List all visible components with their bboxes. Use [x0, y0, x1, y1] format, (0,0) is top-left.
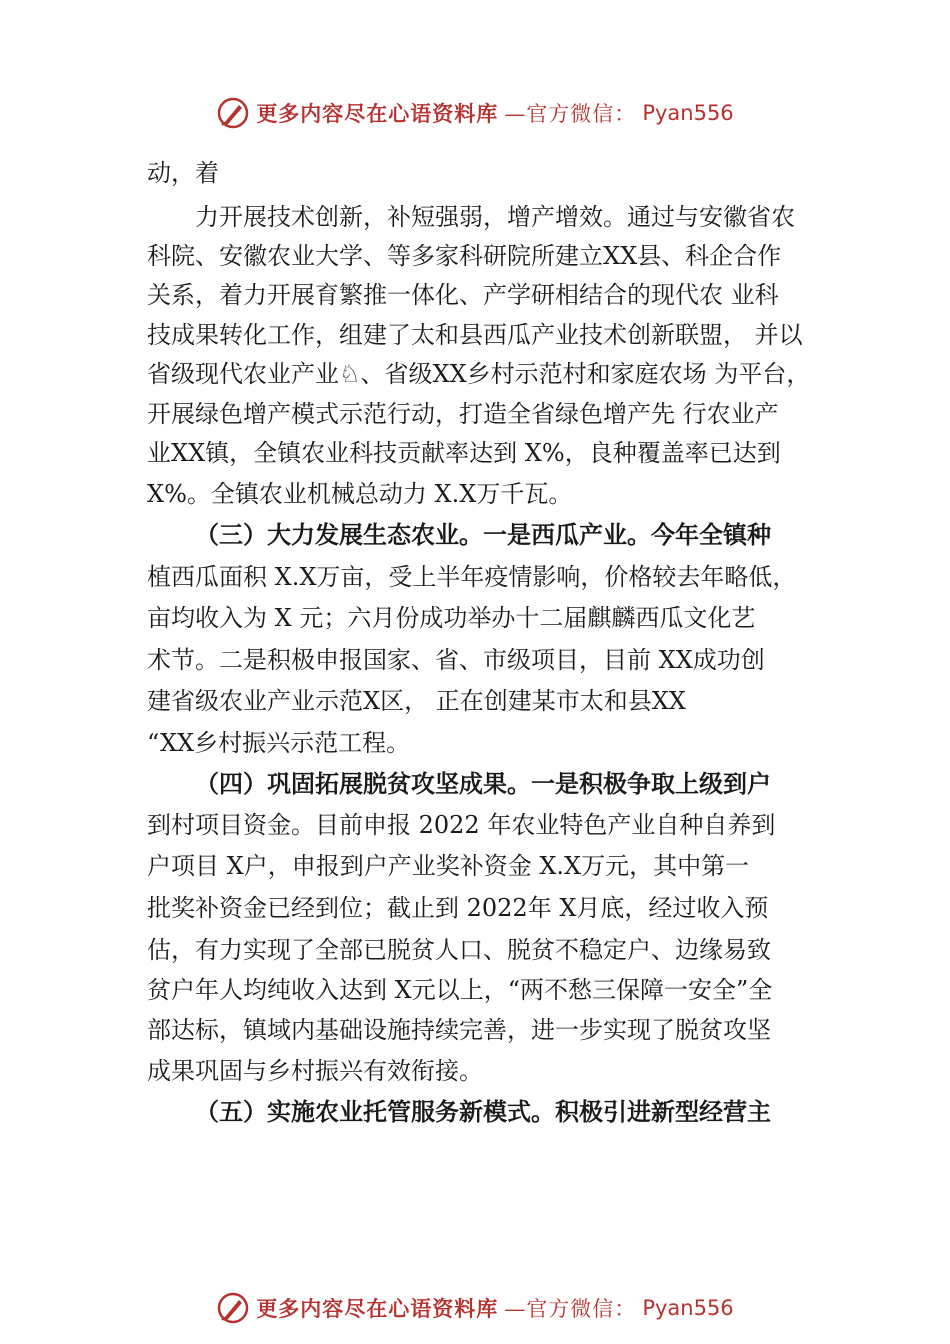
footer-banner — [0, 1291, 950, 1325]
header-banner — [0, 96, 950, 130]
text-line: 开展绿色增产模式示范行动，打造全省绿色增产先 行农业产 — [147, 400, 779, 428]
text-line: 力开展技术创新，补短强弱，增产增效。通过与安徽省农 — [195, 203, 795, 231]
text-line: 植西瓜面积 X.X万亩，受上半年疫情影响，价格较去年略低， — [147, 563, 797, 591]
section-heading-5: （五）实施农业托管服务新模式。积极引进新型经营主 — [195, 1097, 771, 1126]
banner-wechat-id: Pyan556 — [642, 101, 734, 125]
text-line: 术节。二是积极申报国家、省、市级项目，目前 XX成功创 — [147, 646, 765, 674]
text-line: 成果巩固与乡村振兴有效衔接。 — [147, 1057, 483, 1085]
text-line: 建省级农业产业示范X区， 正在创建某市太和县XX — [147, 687, 686, 715]
text-line: 估，有力实现了全部已脱贫人口、脱贫不稳定户、边缘易致 — [147, 936, 771, 964]
pen-icon — [216, 1291, 250, 1325]
text-line: 业XX镇，全镇农业科技贡献率达到 X%，良种覆盖率已达到 — [147, 439, 781, 467]
banner-brand: 更多内容尽在心语资料库 — [256, 101, 499, 126]
text-line: 贫户年人均纯收入达到 X元以上，“两不愁三保障一安全”全 — [147, 976, 773, 1004]
section-heading-3: （三）大力发展生态农业。一是西瓜产业。今年全镇种 — [195, 520, 771, 549]
text-line: 省级现代农业产业♘、省级XX乡村示范村和家庭农场 为平台， — [147, 360, 811, 388]
pen-icon — [216, 96, 250, 130]
text-line: X%。全镇农业机械总动力 X.X万千瓦。 — [147, 480, 573, 508]
text-line: 亩均收入为 X 元；六月份成功举办十二届麒麟西瓜文化艺 — [147, 604, 756, 632]
text-line: 技成果转化工作，组建了太和县西瓜产业技术创新联盟， 并以 — [147, 321, 803, 349]
text-line: 部达标，镇域内基础设施持续完善，进一步实现了脱贫攻坚 — [147, 1016, 771, 1044]
banner-wechat-id: Pyan556 — [642, 1296, 734, 1320]
banner-official: —官方微信： — [504, 102, 637, 126]
text-line: 动，着 — [147, 159, 219, 187]
text-line: “XX乡村振兴示范工程。 — [147, 729, 411, 757]
text-line: 关系，着力开展育繁推一体化、产学研相结合的现代农 业科 — [147, 281, 779, 309]
text-line: 户项目 X户，申报到户产业奖补资金 X.X万元，其中第一 — [147, 852, 750, 880]
text-line: 科院、安徽农业大学、等多家科研院所建立XX县、科企合作 — [147, 242, 782, 270]
banner-official: —官方微信： — [504, 1297, 637, 1321]
banner-brand: 更多内容尽在心语资料库 — [256, 1296, 499, 1321]
text-line: 到村项目资金。目前申报 2022 年农业特色产业自种自养到 — [147, 811, 776, 839]
section-heading-4: （四）巩固拓展脱贫攻坚成果。一是积极争取上级到户 — [195, 769, 771, 798]
text-line: 批奖补资金已经到位；截止到 2022年 X月底，经过收入预 — [147, 894, 769, 922]
